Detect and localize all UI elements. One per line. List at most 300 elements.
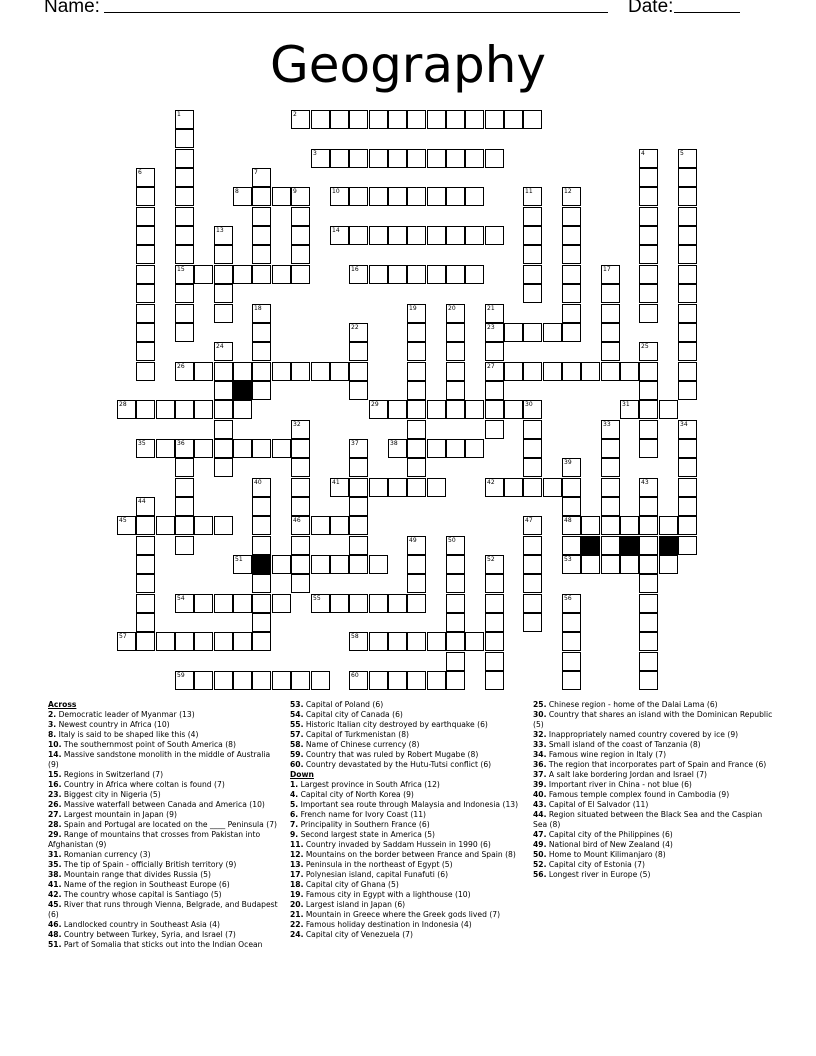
grid-cell[interactable] bbox=[311, 594, 330, 613]
grid-cell[interactable] bbox=[523, 478, 542, 497]
grid-cell[interactable] bbox=[678, 420, 697, 439]
grid-cell[interactable] bbox=[678, 497, 697, 516]
grid-cell[interactable] bbox=[485, 149, 504, 168]
grid-cell[interactable] bbox=[504, 323, 523, 342]
grid-cell[interactable] bbox=[523, 245, 542, 264]
grid-cell[interactable] bbox=[678, 439, 697, 458]
grid-cell[interactable] bbox=[136, 187, 155, 206]
grid-cell[interactable] bbox=[523, 207, 542, 226]
grid-cell[interactable] bbox=[233, 439, 252, 458]
grid-cell[interactable] bbox=[659, 555, 678, 574]
grid-cell[interactable] bbox=[678, 168, 697, 187]
grid-cell[interactable] bbox=[562, 245, 581, 264]
grid-cell[interactable] bbox=[407, 110, 426, 129]
grid-cell[interactable] bbox=[388, 187, 407, 206]
grid-cell[interactable] bbox=[291, 497, 310, 516]
grid-cell[interactable] bbox=[330, 149, 349, 168]
grid-cell[interactable] bbox=[523, 613, 542, 632]
grid-cell[interactable] bbox=[465, 400, 484, 419]
grid-cell[interactable] bbox=[272, 671, 291, 690]
grid-cell[interactable] bbox=[272, 265, 291, 284]
grid-cell[interactable] bbox=[175, 458, 194, 477]
grid-cell[interactable] bbox=[427, 149, 446, 168]
grid-cell[interactable] bbox=[156, 439, 175, 458]
grid-cell[interactable] bbox=[601, 265, 620, 284]
grid-cell[interactable] bbox=[446, 226, 465, 245]
grid-cell[interactable] bbox=[639, 536, 658, 555]
grid-cell[interactable] bbox=[427, 632, 446, 651]
grid-cell[interactable] bbox=[272, 439, 291, 458]
grid-cell[interactable] bbox=[678, 362, 697, 381]
grid-cell[interactable] bbox=[678, 536, 697, 555]
grid-cell[interactable] bbox=[446, 149, 465, 168]
grid-cell[interactable] bbox=[446, 362, 465, 381]
grid-cell[interactable] bbox=[291, 207, 310, 226]
grid-cell[interactable] bbox=[446, 536, 465, 555]
grid-cell[interactable] bbox=[562, 265, 581, 284]
grid-cell[interactable] bbox=[562, 226, 581, 245]
grid-cell[interactable] bbox=[233, 265, 252, 284]
grid-cell[interactable] bbox=[678, 284, 697, 303]
grid-cell[interactable] bbox=[175, 304, 194, 323]
grid-cell[interactable] bbox=[485, 478, 504, 497]
grid-cell[interactable] bbox=[136, 265, 155, 284]
grid-cell[interactable] bbox=[485, 652, 504, 671]
grid-cell[interactable] bbox=[330, 555, 349, 574]
grid-cell[interactable] bbox=[291, 265, 310, 284]
grid-cell[interactable] bbox=[601, 304, 620, 323]
grid-cell[interactable] bbox=[291, 226, 310, 245]
grid-cell[interactable] bbox=[601, 516, 620, 535]
grid-cell[interactable] bbox=[349, 671, 368, 690]
grid-cell[interactable] bbox=[485, 400, 504, 419]
grid-cell[interactable] bbox=[388, 439, 407, 458]
grid-cell[interactable] bbox=[388, 226, 407, 245]
grid-cell[interactable] bbox=[407, 149, 426, 168]
grid-cell[interactable] bbox=[330, 516, 349, 535]
grid-cell[interactable] bbox=[562, 362, 581, 381]
grid-cell[interactable] bbox=[639, 381, 658, 400]
grid-cell[interactable] bbox=[369, 671, 388, 690]
grid-cell[interactable] bbox=[427, 265, 446, 284]
grid-cell[interactable] bbox=[233, 632, 252, 651]
grid-cell[interactable] bbox=[175, 265, 194, 284]
grid-cell[interactable] bbox=[175, 245, 194, 264]
grid-cell[interactable] bbox=[639, 555, 658, 574]
grid-cell[interactable] bbox=[349, 226, 368, 245]
grid-cell[interactable] bbox=[233, 671, 252, 690]
grid-cell[interactable] bbox=[252, 381, 271, 400]
grid-cell[interactable] bbox=[214, 420, 233, 439]
grid-cell[interactable] bbox=[407, 342, 426, 361]
grid-cell[interactable] bbox=[678, 323, 697, 342]
grid-cell[interactable] bbox=[678, 458, 697, 477]
grid-cell[interactable] bbox=[136, 226, 155, 245]
grid-cell[interactable] bbox=[446, 555, 465, 574]
grid-cell[interactable] bbox=[407, 187, 426, 206]
grid-cell[interactable] bbox=[562, 613, 581, 632]
grid-cell[interactable] bbox=[465, 439, 484, 458]
grid-cell[interactable] bbox=[446, 400, 465, 419]
grid-cell[interactable] bbox=[252, 304, 271, 323]
grid-cell[interactable] bbox=[214, 516, 233, 535]
grid-cell[interactable] bbox=[427, 478, 446, 497]
grid-cell[interactable] bbox=[272, 594, 291, 613]
grid-cell[interactable] bbox=[562, 187, 581, 206]
grid-cell[interactable] bbox=[330, 594, 349, 613]
grid-cell[interactable] bbox=[291, 555, 310, 574]
grid-cell[interactable] bbox=[311, 516, 330, 535]
grid-cell[interactable] bbox=[678, 342, 697, 361]
grid-cell[interactable] bbox=[252, 632, 271, 651]
grid-cell[interactable] bbox=[485, 420, 504, 439]
grid-cell[interactable] bbox=[601, 342, 620, 361]
grid-cell[interactable] bbox=[252, 574, 271, 593]
grid-cell[interactable] bbox=[214, 671, 233, 690]
grid-cell[interactable] bbox=[639, 187, 658, 206]
grid-cell[interactable] bbox=[543, 323, 562, 342]
grid-cell[interactable] bbox=[252, 187, 271, 206]
grid-cell[interactable] bbox=[427, 400, 446, 419]
grid-cell[interactable] bbox=[601, 362, 620, 381]
grid-cell[interactable] bbox=[349, 594, 368, 613]
grid-cell[interactable] bbox=[485, 594, 504, 613]
grid-cell[interactable] bbox=[446, 671, 465, 690]
grid-cell[interactable] bbox=[601, 284, 620, 303]
grid-cell[interactable] bbox=[446, 381, 465, 400]
grid-cell[interactable] bbox=[272, 362, 291, 381]
grid-cell[interactable] bbox=[639, 632, 658, 651]
grid-cell[interactable] bbox=[369, 187, 388, 206]
grid-cell[interactable] bbox=[407, 265, 426, 284]
grid-cell[interactable] bbox=[639, 439, 658, 458]
grid-cell[interactable] bbox=[407, 226, 426, 245]
grid-cell[interactable] bbox=[678, 516, 697, 535]
grid-cell[interactable] bbox=[291, 362, 310, 381]
grid-cell[interactable] bbox=[562, 652, 581, 671]
grid-cell[interactable] bbox=[252, 226, 271, 245]
grid-cell[interactable] bbox=[349, 187, 368, 206]
grid-cell[interactable] bbox=[485, 323, 504, 342]
grid-cell[interactable] bbox=[620, 555, 639, 574]
grid-cell[interactable] bbox=[175, 207, 194, 226]
grid-cell[interactable] bbox=[349, 362, 368, 381]
grid-cell[interactable] bbox=[639, 574, 658, 593]
grid-cell[interactable] bbox=[136, 555, 155, 574]
grid-cell[interactable] bbox=[252, 362, 271, 381]
grid-cell[interactable] bbox=[388, 478, 407, 497]
grid-cell[interactable] bbox=[311, 671, 330, 690]
grid-cell[interactable] bbox=[214, 439, 233, 458]
grid-cell[interactable] bbox=[388, 671, 407, 690]
grid-cell[interactable] bbox=[678, 207, 697, 226]
grid-cell[interactable] bbox=[330, 110, 349, 129]
grid-cell[interactable] bbox=[233, 400, 252, 419]
grid-cell[interactable] bbox=[252, 265, 271, 284]
grid-cell[interactable] bbox=[465, 226, 484, 245]
grid-cell[interactable] bbox=[291, 516, 310, 535]
grid-cell[interactable] bbox=[601, 458, 620, 477]
grid-cell[interactable] bbox=[639, 671, 658, 690]
grid-cell[interactable] bbox=[639, 207, 658, 226]
grid-cell[interactable] bbox=[194, 265, 213, 284]
grid-cell[interactable] bbox=[136, 362, 155, 381]
grid-cell[interactable] bbox=[407, 478, 426, 497]
grid-cell[interactable] bbox=[446, 632, 465, 651]
grid-cell[interactable] bbox=[214, 362, 233, 381]
grid-cell[interactable] bbox=[562, 323, 581, 342]
grid-cell[interactable] bbox=[446, 342, 465, 361]
grid-cell[interactable] bbox=[639, 226, 658, 245]
grid-cell[interactable] bbox=[175, 187, 194, 206]
grid-cell[interactable] bbox=[581, 555, 600, 574]
grid-cell[interactable] bbox=[117, 516, 136, 535]
grid-cell[interactable] bbox=[175, 110, 194, 129]
grid-cell[interactable] bbox=[407, 574, 426, 593]
grid-cell[interactable] bbox=[465, 265, 484, 284]
grid-cell[interactable] bbox=[252, 342, 271, 361]
grid-cell[interactable] bbox=[214, 594, 233, 613]
grid-cell[interactable] bbox=[562, 478, 581, 497]
grid-cell[interactable] bbox=[562, 497, 581, 516]
grid-cell[interactable] bbox=[562, 284, 581, 303]
grid-cell[interactable] bbox=[349, 458, 368, 477]
grid-cell[interactable] bbox=[194, 671, 213, 690]
grid-cell[interactable] bbox=[485, 226, 504, 245]
grid-cell[interactable] bbox=[252, 245, 271, 264]
grid-cell[interactable] bbox=[252, 613, 271, 632]
grid-cell[interactable] bbox=[291, 110, 310, 129]
grid-cell[interactable] bbox=[175, 323, 194, 342]
grid-cell[interactable] bbox=[175, 400, 194, 419]
grid-cell[interactable] bbox=[639, 342, 658, 361]
grid-cell[interactable] bbox=[562, 632, 581, 651]
grid-cell[interactable] bbox=[252, 497, 271, 516]
grid-cell[interactable] bbox=[369, 149, 388, 168]
grid-cell[interactable] bbox=[156, 632, 175, 651]
grid-cell[interactable] bbox=[311, 149, 330, 168]
grid-cell[interactable] bbox=[446, 187, 465, 206]
grid-cell[interactable] bbox=[407, 400, 426, 419]
grid-cell[interactable] bbox=[349, 323, 368, 342]
grid-cell[interactable] bbox=[581, 362, 600, 381]
grid-cell[interactable] bbox=[639, 362, 658, 381]
grid-cell[interactable] bbox=[194, 594, 213, 613]
grid-cell[interactable] bbox=[388, 632, 407, 651]
grid-cell[interactable] bbox=[291, 420, 310, 439]
grid-cell[interactable] bbox=[311, 110, 330, 129]
grid-cell[interactable] bbox=[349, 110, 368, 129]
grid-cell[interactable] bbox=[349, 381, 368, 400]
grid-cell[interactable] bbox=[620, 516, 639, 535]
grid-cell[interactable] bbox=[388, 110, 407, 129]
grid-cell[interactable] bbox=[175, 439, 194, 458]
grid-cell[interactable] bbox=[194, 632, 213, 651]
grid-cell[interactable] bbox=[175, 497, 194, 516]
grid-cell[interactable] bbox=[252, 516, 271, 535]
grid-cell[interactable] bbox=[639, 420, 658, 439]
grid-cell[interactable] bbox=[504, 478, 523, 497]
grid-cell[interactable] bbox=[523, 594, 542, 613]
grid-cell[interactable] bbox=[233, 187, 252, 206]
grid-cell[interactable] bbox=[678, 381, 697, 400]
grid-cell[interactable] bbox=[214, 265, 233, 284]
grid-cell[interactable] bbox=[523, 516, 542, 535]
grid-cell[interactable] bbox=[252, 671, 271, 690]
grid-cell[interactable] bbox=[136, 400, 155, 419]
grid-cell[interactable] bbox=[523, 187, 542, 206]
grid-cell[interactable] bbox=[446, 594, 465, 613]
grid-cell[interactable] bbox=[369, 110, 388, 129]
grid-cell[interactable] bbox=[639, 652, 658, 671]
grid-cell[interactable] bbox=[214, 245, 233, 264]
grid-cell[interactable] bbox=[291, 574, 310, 593]
grid-cell[interactable] bbox=[291, 536, 310, 555]
grid-cell[interactable] bbox=[485, 632, 504, 651]
grid-cell[interactable] bbox=[485, 362, 504, 381]
grid-cell[interactable] bbox=[214, 400, 233, 419]
grid-cell[interactable] bbox=[136, 613, 155, 632]
grid-cell[interactable] bbox=[601, 323, 620, 342]
grid-cell[interactable] bbox=[349, 536, 368, 555]
grid-cell[interactable] bbox=[678, 245, 697, 264]
grid-cell[interactable] bbox=[485, 110, 504, 129]
grid-cell[interactable] bbox=[369, 265, 388, 284]
grid-cell[interactable] bbox=[136, 284, 155, 303]
grid-cell[interactable] bbox=[601, 536, 620, 555]
grid-cell[interactable] bbox=[485, 381, 504, 400]
grid-cell[interactable] bbox=[175, 516, 194, 535]
grid-cell[interactable] bbox=[330, 478, 349, 497]
grid-cell[interactable] bbox=[252, 594, 271, 613]
grid-cell[interactable] bbox=[175, 129, 194, 148]
grid-cell[interactable] bbox=[562, 516, 581, 535]
grid-cell[interactable] bbox=[252, 168, 271, 187]
grid-cell[interactable] bbox=[427, 187, 446, 206]
grid-cell[interactable] bbox=[214, 342, 233, 361]
grid-cell[interactable] bbox=[136, 632, 155, 651]
grid-cell[interactable] bbox=[639, 304, 658, 323]
grid-cell[interactable] bbox=[678, 187, 697, 206]
grid-cell[interactable] bbox=[659, 516, 678, 535]
grid-cell[interactable] bbox=[562, 671, 581, 690]
grid-cell[interactable] bbox=[407, 323, 426, 342]
grid-cell[interactable] bbox=[485, 304, 504, 323]
grid-cell[interactable] bbox=[175, 594, 194, 613]
grid-cell[interactable] bbox=[523, 226, 542, 245]
grid-cell[interactable] bbox=[407, 458, 426, 477]
grid-cell[interactable] bbox=[504, 362, 523, 381]
grid-cell[interactable] bbox=[175, 284, 194, 303]
grid-cell[interactable] bbox=[349, 632, 368, 651]
grid-cell[interactable] bbox=[465, 149, 484, 168]
grid-cell[interactable] bbox=[136, 439, 155, 458]
grid-cell[interactable] bbox=[175, 536, 194, 555]
grid-cell[interactable] bbox=[388, 400, 407, 419]
grid-cell[interactable] bbox=[291, 671, 310, 690]
grid-cell[interactable] bbox=[407, 555, 426, 574]
grid-cell[interactable] bbox=[349, 342, 368, 361]
grid-cell[interactable] bbox=[311, 555, 330, 574]
grid-cell[interactable] bbox=[291, 187, 310, 206]
grid-cell[interactable] bbox=[175, 632, 194, 651]
grid-cell[interactable] bbox=[136, 594, 155, 613]
grid-cell[interactable] bbox=[252, 536, 271, 555]
grid-cell[interactable] bbox=[620, 400, 639, 419]
grid-cell[interactable] bbox=[639, 613, 658, 632]
grid-cell[interactable] bbox=[639, 400, 658, 419]
grid-cell[interactable] bbox=[523, 323, 542, 342]
grid-cell[interactable] bbox=[523, 420, 542, 439]
grid-cell[interactable] bbox=[678, 478, 697, 497]
grid-cell[interactable] bbox=[562, 458, 581, 477]
grid-cell[interactable] bbox=[562, 536, 581, 555]
grid-cell[interactable] bbox=[581, 516, 600, 535]
grid-cell[interactable] bbox=[136, 536, 155, 555]
grid-cell[interactable] bbox=[407, 381, 426, 400]
grid-cell[interactable] bbox=[407, 420, 426, 439]
grid-cell[interactable] bbox=[136, 516, 155, 535]
grid-cell[interactable] bbox=[194, 362, 213, 381]
grid-cell[interactable] bbox=[175, 149, 194, 168]
grid-cell[interactable] bbox=[349, 265, 368, 284]
grid-cell[interactable] bbox=[562, 555, 581, 574]
grid-cell[interactable] bbox=[523, 574, 542, 593]
grid-cell[interactable] bbox=[446, 265, 465, 284]
grid-cell[interactable] bbox=[504, 110, 523, 129]
grid-cell[interactable] bbox=[639, 594, 658, 613]
grid-cell[interactable] bbox=[291, 439, 310, 458]
grid-cell[interactable] bbox=[136, 574, 155, 593]
grid-cell[interactable] bbox=[639, 245, 658, 264]
grid-cell[interactable] bbox=[349, 478, 368, 497]
grid-cell[interactable] bbox=[407, 439, 426, 458]
grid-cell[interactable] bbox=[446, 574, 465, 593]
grid-cell[interactable] bbox=[136, 342, 155, 361]
grid-cell[interactable] bbox=[388, 265, 407, 284]
grid-cell[interactable] bbox=[214, 632, 233, 651]
grid-cell[interactable] bbox=[446, 304, 465, 323]
grid-cell[interactable] bbox=[562, 304, 581, 323]
grid-cell[interactable] bbox=[601, 478, 620, 497]
grid-cell[interactable] bbox=[639, 265, 658, 284]
grid-cell[interactable] bbox=[136, 323, 155, 342]
grid-cell[interactable] bbox=[214, 381, 233, 400]
grid-cell[interactable] bbox=[291, 458, 310, 477]
grid-cell[interactable] bbox=[427, 671, 446, 690]
grid-cell[interactable] bbox=[639, 516, 658, 535]
grid-cell[interactable] bbox=[117, 400, 136, 419]
grid-cell[interactable] bbox=[156, 400, 175, 419]
grid-cell[interactable] bbox=[485, 555, 504, 574]
grid-cell[interactable] bbox=[252, 478, 271, 497]
grid-cell[interactable] bbox=[446, 652, 465, 671]
grid-cell[interactable] bbox=[407, 594, 426, 613]
grid-cell[interactable] bbox=[233, 594, 252, 613]
grid-cell[interactable] bbox=[252, 323, 271, 342]
grid-cell[interactable] bbox=[330, 187, 349, 206]
grid-cell[interactable] bbox=[562, 594, 581, 613]
grid-cell[interactable] bbox=[407, 536, 426, 555]
grid-cell[interactable] bbox=[252, 207, 271, 226]
grid-cell[interactable] bbox=[659, 400, 678, 419]
grid-cell[interactable] bbox=[446, 613, 465, 632]
grid-cell[interactable] bbox=[233, 555, 252, 574]
grid-cell[interactable] bbox=[523, 458, 542, 477]
grid-cell[interactable] bbox=[446, 439, 465, 458]
grid-cell[interactable] bbox=[369, 478, 388, 497]
grid-cell[interactable] bbox=[523, 362, 542, 381]
